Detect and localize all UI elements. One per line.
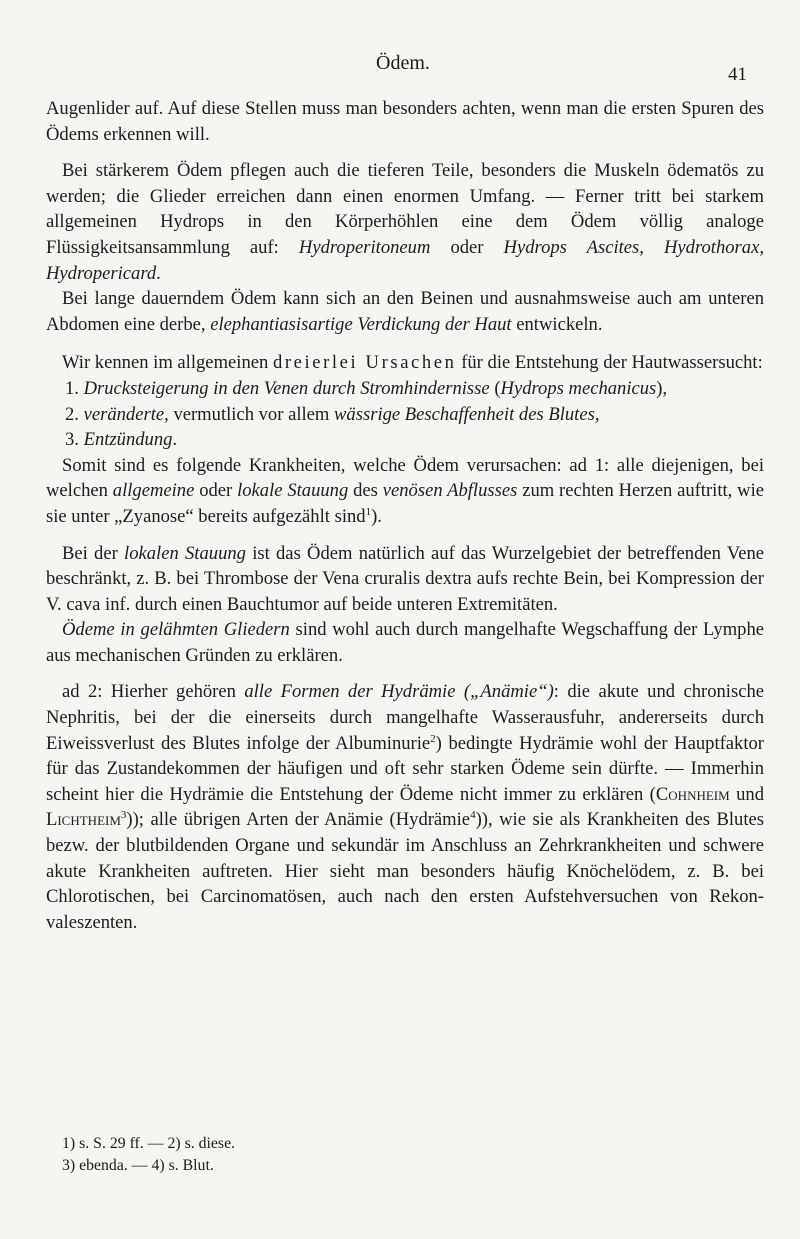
list-item: 1. Drucksteigerung in den Venen durch Stromhindernisse (Hydrops mechanicus), — [65, 377, 668, 399]
footnote-ref: 2 — [430, 732, 436, 745]
footnote-ref: 1 — [365, 505, 372, 518]
paragraph: Ödeme in gelähmten Gliedern sind wohl auch durch mangelhafte Wegschaffung der Lymphe aus mechanischen Gründen zu erklären. — [46, 619, 764, 666]
author-name: Lichtheim — [46, 809, 121, 831]
footnote-line: 3) ebenda. — 4) s. Blut. — [62, 1157, 214, 1174]
paragraph: Somit sind es folgende Krankheiten, welche Ödem verursachen: ad 1: alle diejenigen, bei welchen allgemeine oder lokale Stauung des venösen Abflusses zum rechten Herzen auftritt, wie sie unter „Zyanose“ bereits aufgezählt sind$^1$). — [46, 454, 764, 527]
paragraph: Bei der lokalen Stauung ist das Ödem natürlich auf das Wurzelgebiet der betreffenden Vene beschränkt, z. B. bei Thrombose der Vena cruralis dextra aufs rechte Bein, bei Kompression der V. cava inf. durch einen Bauchtumor auf beide unteren Extremitäten. — [46, 542, 765, 615]
footnotes — [62, 1133, 712, 1177]
author-name: Cohnheim — [655, 783, 730, 805]
paragraph: ad 2: Hierher gehören alle Formen der Hydrämie („Anämie“): die akute und chronische Nephritis, bei der die einerseits durch mangelhafte Wasserausfuhr, andererseits durch Eiweissverlust des Blutes infolge der Albuminurie$^2$) bedingte Hydrämie wohl der Hauptfaktor für das Zustandekommen der häufigen und oft sehr starken Ödeme sein dürfte. — Immerhin scheint hier die Hydrämie die Entstehung der Ödeme nicht immer zu erklären (Cohnheim und Lichtheim$^3$)); alle übrigen Arten der Anämie (Hydrämie$^4$)), wie sie als Krankheiten des Blutes bezw. der blutbildenden Organe und sekundär im Anschluss an Zehrkrankheiten und schwere akute Krankheiten auftreten. Hier sieht man besonders häufig Knöchelödem, z. B. bei Chlorotischen, bei Carcinomatösen, auch nach den ersten Aufstehversuchen von Rekonvaleszenten. — [46, 681, 765, 933]
footnote-ref: 3 — [120, 809, 127, 822]
list-item: 3. Entzündung. — [65, 429, 178, 451]
paragraph: Wir kennen im allgemeinen dreierlei Ursachen für die Entstehung der Hautwassersucht: — [62, 352, 763, 374]
page-number: 41 — [728, 64, 747, 85]
footnote-ref: 4 — [470, 809, 476, 822]
body-text — [46, 96, 764, 935]
paragraph: Bei lange dauerndem Ödem kann sich an den Beinen und ausnahmsweise auch am unteren Abdomen eine derbe, elephantiasisartige Verdickung der Haut entwickeln. — [46, 288, 764, 335]
running-title: Ödem. — [376, 52, 430, 74]
page-header — [0, 52, 800, 92]
paragraph: Augenlider auf. Auf diese Stellen muss man besonders achten, wenn man die ersten Spuren des Ödems erkennen will. — [46, 98, 764, 145]
list-item: 2. veränderte, vermutlich vor allem wässrige Beschaffenheit des Blutes, — [65, 403, 600, 425]
footnote-line: 1) s. S. 29 ff. — 2) s. diese. — [62, 1135, 236, 1152]
paragraph: Bei stärkerem Ödem pflegen auch die tieferen Teile, besonders die Muskeln ödematös zu werden; die Glieder erreichen dann einen enormen Umfang. — Ferner tritt bei starkem allgemeinen Hydrops in den Körperhöhlen eine dem Ödem völlig analoge Flüssigkeitsansammlung auf: Hydroperitoneum oder Hydrops Ascites, Hydrothorax, Hydropericard. — [46, 160, 764, 284]
